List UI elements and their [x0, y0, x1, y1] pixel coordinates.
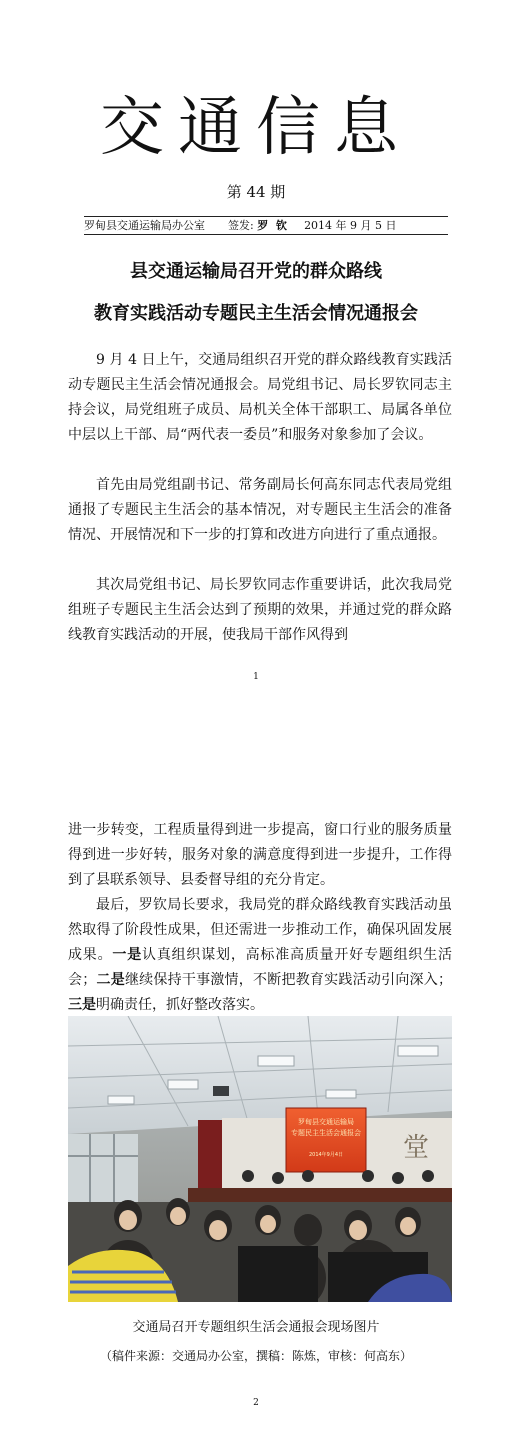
point-2-label: 二是	[96, 972, 125, 988]
point-1-text: 认真组织谋划，高标准高质量开好专题组织生活会；	[68, 947, 453, 988]
screen-line-2: 专题民主生活会通报会	[291, 1129, 361, 1137]
issue-date: 2014 年 9 月 5 日	[304, 219, 397, 232]
screen-date: 2014年9月4日	[308, 1152, 344, 1158]
page-number-2: 2	[253, 1398, 259, 1408]
signer-name: 罗 钦	[257, 219, 290, 232]
issuing-office: 罗甸县交通运输局办公室	[84, 219, 205, 232]
headline-line-1: 县交通运输局召开党的群众路线	[130, 261, 382, 282]
body-paragraph-5	[68, 893, 452, 1018]
screen-line-1: 罗甸县交通运输局	[298, 1118, 354, 1126]
issue-number: 第 44 期	[226, 183, 286, 201]
masthead-title: 交通信息	[100, 91, 412, 165]
photo-caption: 交通局召开专题组织生活会通报会现场图片	[132, 1320, 380, 1335]
header-rule-top	[84, 216, 448, 217]
point-1-label: 一是	[112, 947, 143, 963]
point-2-text: 继续保持干事激情，不断把教育实践活动引向深入；	[124, 972, 453, 988]
headline-line-2: 教育实践活动专题民主生活会情况通报会	[94, 303, 418, 324]
body-paragraph-3: 其次局党组书记、局长罗钦同志作重要讲话，此次我局党组班子专题民主生活会达到了预期的效果，并通过党的群众路线教育实践活动的开展，使我局干部作风得到	[68, 577, 452, 643]
body-paragraph-4: 进一步转变，工程质量得到进一步提高，窗口行业的服务质量得到进一步好转，服务对象的满意度得到进一步提升，工作得到了县联系领导、县委督导组的充分肯定。	[68, 822, 452, 888]
closing-intro: 最后，罗钦局长要求，我局党的群众路线教育实践活动虽然取得了阶段性成果，但还需进一步推动工作，确保巩固发展成果。	[68, 897, 452, 963]
article-source: （稿件来源：交通局办公室，撰稿：陈炼，审核：何高东）	[99, 1349, 412, 1363]
body-paragraph-1: 9 月 4 日上午，交通局组织召开党的群众路线教育实践活动专题民主生活会情况通报会。局党组书记、局长罗钦同志主持会议，局党组班子成员、局机关全体干部职工、局属各单位中层以上干部、局“两代表一委员”和服务对象参加了会议。	[68, 352, 452, 443]
header-rule-bottom	[84, 234, 448, 235]
point-3-text: 明确责任，抓好整改落实。	[96, 997, 264, 1013]
banner-char: 堂	[403, 1133, 430, 1163]
body-paragraph-2: 首先由局党组副书记、常务副局长何高东同志代表局党组通报了专题民主生活会的基本情况，对专题民主生活会的准备情况、开展情况和下一步的打算和改进方向进行了重点通报。	[68, 477, 452, 543]
meeting-photo	[68, 1016, 452, 1302]
page-number-1: 1	[253, 672, 259, 682]
point-3-label: 三是	[68, 997, 96, 1013]
sign-label: 签发:	[228, 219, 254, 232]
issue-meta	[84, 218, 448, 234]
